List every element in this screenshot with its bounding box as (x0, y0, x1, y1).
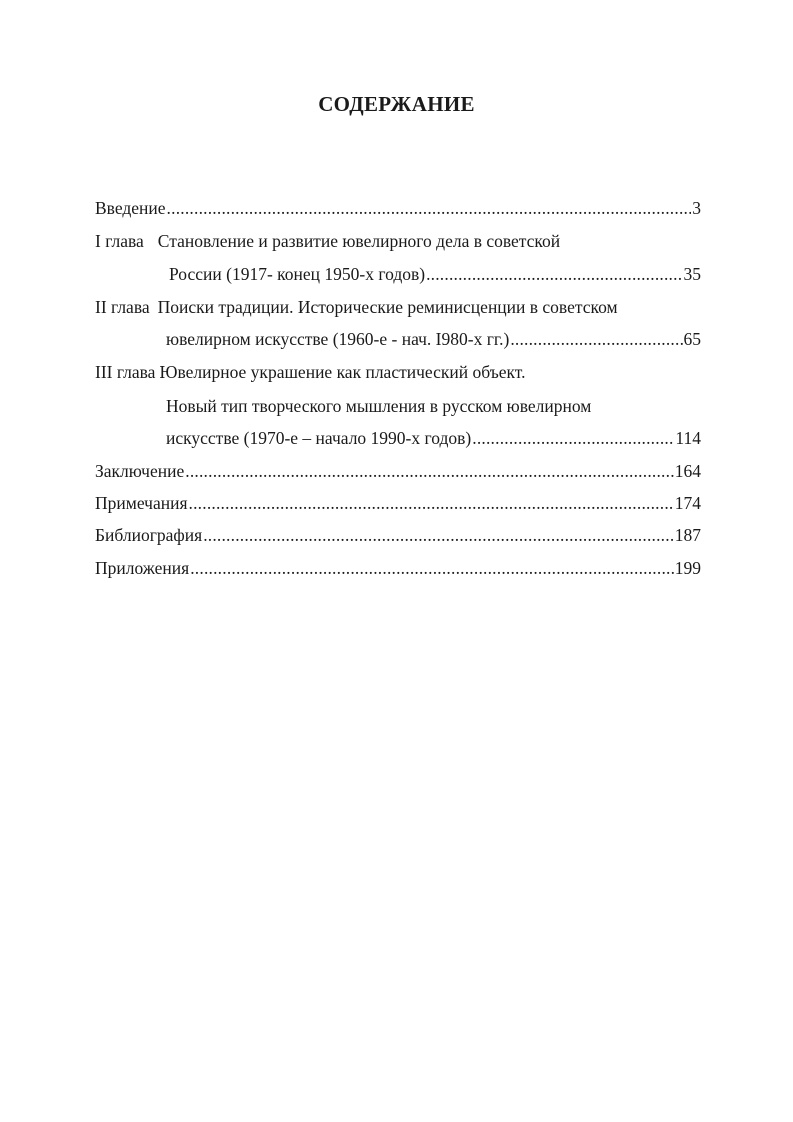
toc-entry-title: Становление и развитие ювелирного дела в советской (157, 231, 561, 251)
toc-page-number: 164 (674, 461, 701, 481)
toc-entry-chapter-3-line-3[interactable] (166, 426, 701, 450)
toc-entry-title: Заключение (95, 461, 185, 481)
toc-entry-title: Поиски традиции. Исторические реминисценции в советском (157, 297, 618, 317)
toc-leader-dots (510, 327, 682, 351)
toc-entry-chapter-2-line-1[interactable] (95, 295, 701, 319)
toc-entry-chapter-1-line-1[interactable] (95, 229, 701, 253)
chapter-label: III глава (95, 362, 156, 382)
toc-entry-title: Приложения (95, 558, 190, 578)
toc-entry-title: Примечания (95, 493, 188, 513)
toc-page-number: 65 (683, 329, 701, 349)
toc-leader-dots (203, 523, 674, 547)
toc-page-number: 174 (674, 493, 701, 513)
toc-page-number: 199 (674, 558, 701, 578)
toc-entry-title: Введение (95, 198, 166, 218)
toc-leader-dots (189, 491, 674, 515)
toc-page-number: 3 (692, 198, 701, 218)
toc-entry-chapter-1-line-2[interactable] (169, 262, 701, 286)
toc-entry-chapter-3-line-1[interactable] (95, 360, 701, 384)
toc-page-number: 35 (683, 264, 701, 284)
toc-entry-title-continued: России (1917- конец 1950-х годов) (169, 264, 426, 284)
toc-page-number: 114 (675, 428, 701, 448)
page-title: СОДЕРЖАНИЕ (318, 92, 475, 116)
toc-entry-title: Ювелирное украшение как пластический объект. (159, 362, 526, 382)
toc-entry-title-continued: искусстве (1970-е – начало 1990-х годов) (166, 428, 472, 448)
chapter-label: I глава (95, 231, 144, 251)
toc-entry-title: Библиография (95, 525, 203, 545)
toc-entry-bibliography[interactable] (95, 523, 701, 547)
toc-leader-dots (426, 262, 682, 286)
toc-entry-chapter-2-line-2[interactable] (166, 327, 701, 351)
toc-entry-chapter-3-line-2[interactable] (166, 394, 701, 418)
toc-entry-title-continued: Новый тип творческого мышления в русском ювелирном (166, 396, 592, 416)
toc-entry-appendices[interactable] (95, 556, 701, 580)
chapter-label: II глава (95, 297, 150, 317)
toc-entry-intro[interactable] (95, 196, 701, 220)
toc-page-number: 187 (674, 525, 701, 545)
toc-entry-conclusion[interactable] (95, 459, 701, 483)
toc-entry-title-continued: ювелирном искусстве (1960-е - нач. I980-х гг.) (166, 329, 510, 349)
toc-leader-dots (185, 459, 674, 483)
toc-leader-dots (167, 196, 692, 220)
toc-leader-dots (472, 426, 674, 450)
toc-leader-dots (190, 556, 674, 580)
toc-entry-notes[interactable] (95, 491, 701, 515)
